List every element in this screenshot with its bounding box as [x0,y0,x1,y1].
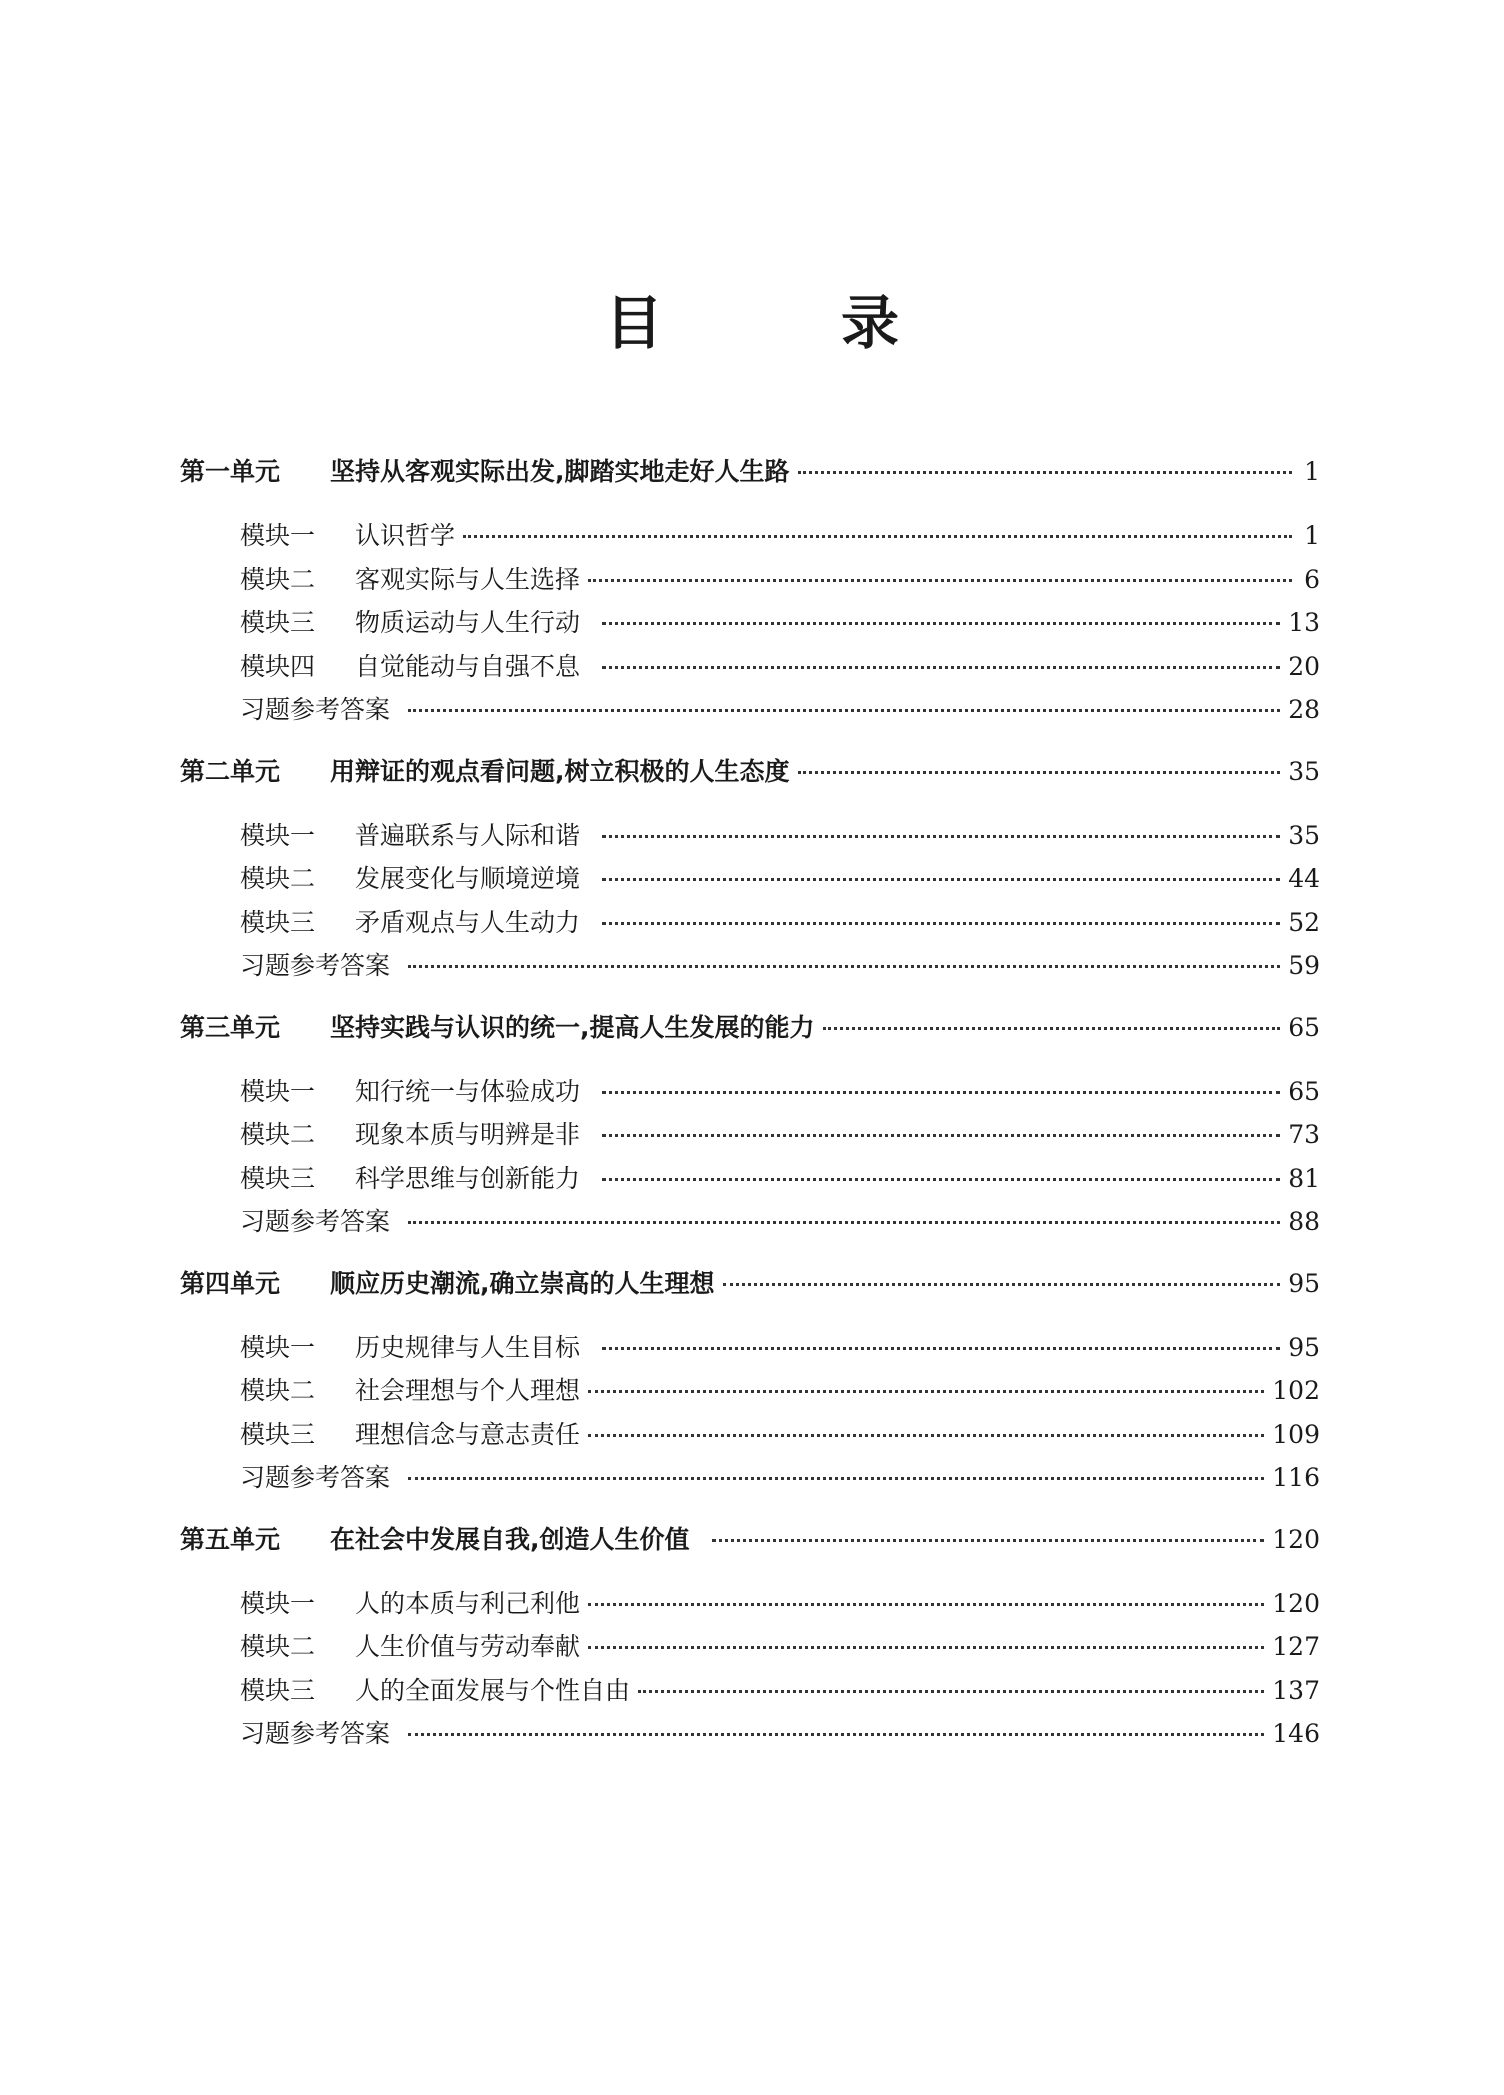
unit-title: 用辩证的观点看问题,树立积极的人生态度 [330,756,790,786]
module-number: 模块三 [240,1675,316,1705]
module-title: 认识哲学 [355,521,456,550]
module-title: 知行统一与体验成功 [355,1076,581,1106]
toc-unit-row[interactable] [180,450,1320,494]
unit-number: 第一单元 [180,457,281,486]
page-number: 95 [1288,1332,1320,1362]
unit-number: 第二单元 [180,756,281,786]
module-title: 历史规律与人生目标 [355,1332,581,1362]
module-title: 客观实际与人生选择 [355,564,581,594]
dot-leader [463,535,1292,538]
toc-answers-row[interactable] [180,1200,1320,1244]
page-number: 116 [1272,1463,1320,1492]
dot-leader [798,471,1293,474]
toc-module-row[interactable] [180,1582,1320,1626]
module-title: 人的全面发展与个性自由 [355,1675,631,1705]
page-number: 120 [1272,1524,1320,1554]
page-number: 1 [1304,457,1320,486]
module-number: 模块一 [240,1332,316,1362]
page-number: 95 [1288,1268,1320,1298]
module-number: 模块二 [240,864,316,893]
unit-title: 在社会中发展自我,创造人生价值 [330,1524,690,1554]
toc-unit-row[interactable] [180,750,1320,794]
page-number: 52 [1288,907,1320,937]
toc-module-row[interactable] [180,1369,1320,1413]
toc-module-row[interactable] [180,514,1320,558]
dot-leader [823,1027,1281,1030]
dot-leader [588,1434,1264,1437]
toc-module-row[interactable] [180,857,1320,901]
toc-module-row[interactable] [180,1326,1320,1370]
toc-unit-row[interactable] [180,1518,1320,1562]
module-number: 模块三 [240,608,316,637]
dot-leader [798,771,1281,774]
toc-module-row[interactable] [180,814,1320,858]
page-number: 44 [1288,864,1320,893]
page-number: 65 [1288,1012,1320,1042]
module-number: 模块二 [240,564,316,594]
answers-label: 习题参考答案 [240,1463,391,1492]
unit-number: 第三单元 [180,1012,281,1042]
module-title: 自觉能动与自强不息 [355,651,581,681]
module-number: 模块三 [240,1163,316,1193]
page-number: 102 [1272,1376,1320,1405]
dot-leader [588,1646,1264,1649]
toc-answers-row[interactable] [180,688,1320,732]
dot-leader [602,1091,1280,1094]
dot-leader [408,1477,1264,1480]
module-number: 模块三 [240,1419,316,1449]
toc-answers-row[interactable] [180,944,1320,988]
dot-leader [638,1690,1264,1693]
module-title: 科学思维与创新能力 [355,1163,581,1193]
unit-3 [180,1006,1320,1244]
toc-unit-row[interactable] [180,1262,1320,1306]
table-of-contents [180,450,1320,1756]
module-title: 人生价值与劳动奉献 [355,1632,581,1661]
toc-module-row[interactable] [180,1669,1320,1713]
dot-leader [408,965,1280,968]
unit-title: 顺应历史潮流,确立崇高的人生理想 [330,1268,715,1298]
page-number: 6 [1304,564,1320,594]
unit-number: 第四单元 [180,1268,281,1298]
unit-1 [180,450,1320,732]
page-number: 65 [1288,1076,1320,1106]
toc-answers-row[interactable] [180,1456,1320,1500]
dot-leader [712,1539,1265,1542]
toc-module-row[interactable] [180,1625,1320,1669]
unit-5 [180,1518,1320,1756]
module-number: 模块二 [240,1376,316,1405]
toc-module-row[interactable] [180,1413,1320,1457]
module-title: 现象本质与明辨是非 [355,1120,581,1149]
page-title: 目 录 [604,289,959,357]
dot-leader [602,878,1280,881]
module-title: 理想信念与意志责任 [355,1419,581,1449]
module-title: 发展变化与顺境逆境 [355,864,581,893]
dot-leader [602,1178,1280,1181]
page-number: 28 [1288,695,1320,724]
module-number: 模块三 [240,907,316,937]
toc-module-row[interactable] [180,645,1320,689]
page-number: 137 [1272,1675,1320,1705]
page-number: 1 [1304,521,1320,550]
module-title: 普遍联系与人际和谐 [355,820,581,850]
module-number: 模块二 [240,1120,316,1149]
page-number: 127 [1272,1632,1320,1661]
answers-label: 习题参考答案 [240,951,391,980]
answers-label: 习题参考答案 [240,1719,391,1748]
page-number: 146 [1272,1719,1320,1748]
page-number: 73 [1288,1120,1320,1149]
dot-leader [602,622,1280,625]
dot-leader [408,1221,1280,1224]
unit-title: 坚持实践与认识的统一,提高人生发展的能力 [330,1012,815,1042]
page-number: 59 [1288,951,1320,980]
module-title: 人的本质与利己利他 [355,1588,581,1618]
page-number: 35 [1288,756,1320,786]
dot-leader [408,709,1280,712]
dot-leader [602,835,1280,838]
module-number: 模块一 [240,820,316,850]
unit-title: 坚持从客观实际出发,脚踏实地走好人生路 [330,457,790,486]
page-number: 81 [1288,1163,1320,1193]
page-number: 109 [1272,1419,1320,1449]
toc-answers-row[interactable] [180,1712,1320,1756]
page-number: 120 [1272,1588,1320,1618]
page-number: 88 [1288,1207,1320,1236]
toc-module-row[interactable] [180,901,1320,945]
dot-leader [602,666,1280,669]
module-title: 物质运动与人生行动 [355,608,581,637]
module-number: 模块四 [240,651,316,681]
module-number: 模块一 [240,521,316,550]
page-number: 20 [1288,651,1320,681]
module-number: 模块二 [240,1632,316,1661]
toc-unit-row[interactable] [180,1006,1320,1050]
toc-module-row[interactable] [180,1113,1320,1157]
dot-leader [723,1283,1281,1286]
unit-4 [180,1262,1320,1500]
dot-leader [408,1733,1264,1736]
toc-module-row[interactable] [180,601,1320,645]
dot-leader [588,1390,1264,1393]
module-number: 模块一 [240,1588,316,1618]
unit-2 [180,750,1320,988]
page-number: 35 [1288,820,1320,850]
dot-leader [602,922,1280,925]
toc-module-row[interactable] [180,1070,1320,1114]
answers-label: 习题参考答案 [240,1207,391,1236]
toc-module-row[interactable] [180,1157,1320,1201]
dot-leader [602,1347,1280,1350]
dot-leader [588,579,1292,582]
module-title: 社会理想与个人理想 [355,1376,581,1405]
dot-leader [588,1603,1264,1606]
answers-label: 习题参考答案 [240,695,391,724]
page-number: 13 [1288,608,1320,637]
dot-leader [602,1134,1280,1137]
unit-number: 第五单元 [180,1524,281,1554]
module-number: 模块一 [240,1076,316,1106]
toc-module-row[interactable] [180,558,1320,602]
module-title: 矛盾观点与人生动力 [355,907,581,937]
